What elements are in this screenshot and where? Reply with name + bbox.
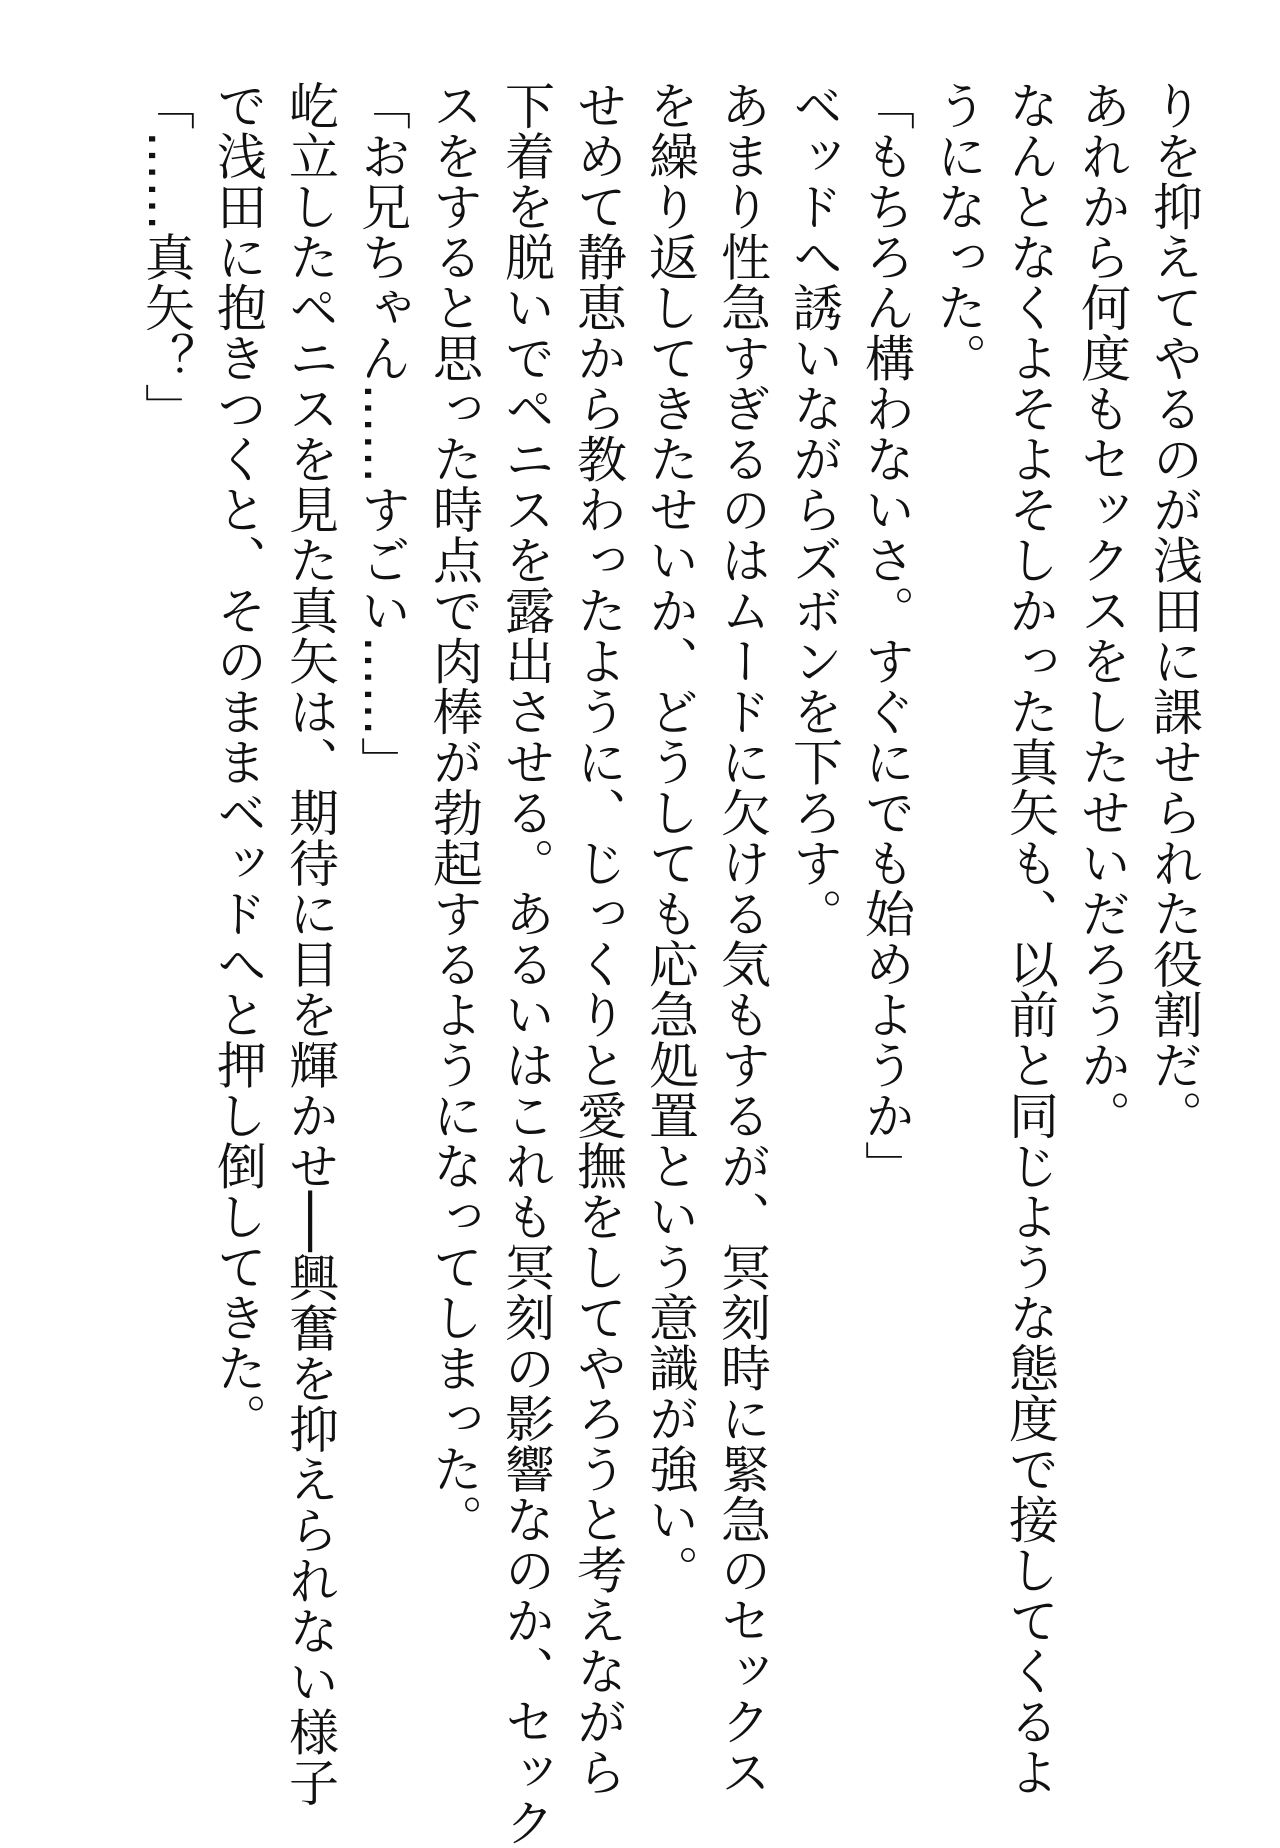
text-line: なんとなくよそよそしかった真矢も、以前と同じような態度で接してくるよ <box>1001 80 1059 1797</box>
text-line: 「もちろん構わないさ。すぐにでも始めようか」 <box>857 80 915 1191</box>
text-line: 屹立したペニスを見た真矢は、期待に目を輝かせ──興奮を抑えられない様子 <box>281 80 339 1808</box>
text-line: を繰り返してきたせいか、どうしても応急処置という意識が強い。 <box>641 80 699 1595</box>
text-line: 「……真矢？」 <box>137 80 195 434</box>
text-line: 「お兄ちゃん……すごい……」 <box>353 80 411 787</box>
text-line: りを抑えてやるのが浅田に課せられた役割だ。 <box>1145 80 1203 1141</box>
text-line: 下着を脱いでペニスを露出させる。あるいはこれも冥刻の影響なのか、セック <box>497 80 555 1848</box>
text-line: あまり性急すぎるのはムードに欠ける気もするが、冥刻時に緊急のセックス <box>713 80 771 1797</box>
text-line: ベッドへ誘いながらズボンを下ろす。 <box>785 80 843 939</box>
text-line: あれから何度もセックスをしたせいだろうか。 <box>1073 80 1131 1141</box>
text-line: スをすると思った時点で肉棒が勃起するようになってしまった。 <box>425 80 483 1545</box>
text-line: うになった。 <box>929 80 987 383</box>
vertical-text-body <box>130 80 1210 1848</box>
text-line: せめて静恵から教わったように、じっくりと愛撫をしてやろうと考えながら <box>569 80 627 1797</box>
text-line: で浅田に抱きつくと、そのままベッドへと押し倒してきた。 <box>209 80 267 1444</box>
